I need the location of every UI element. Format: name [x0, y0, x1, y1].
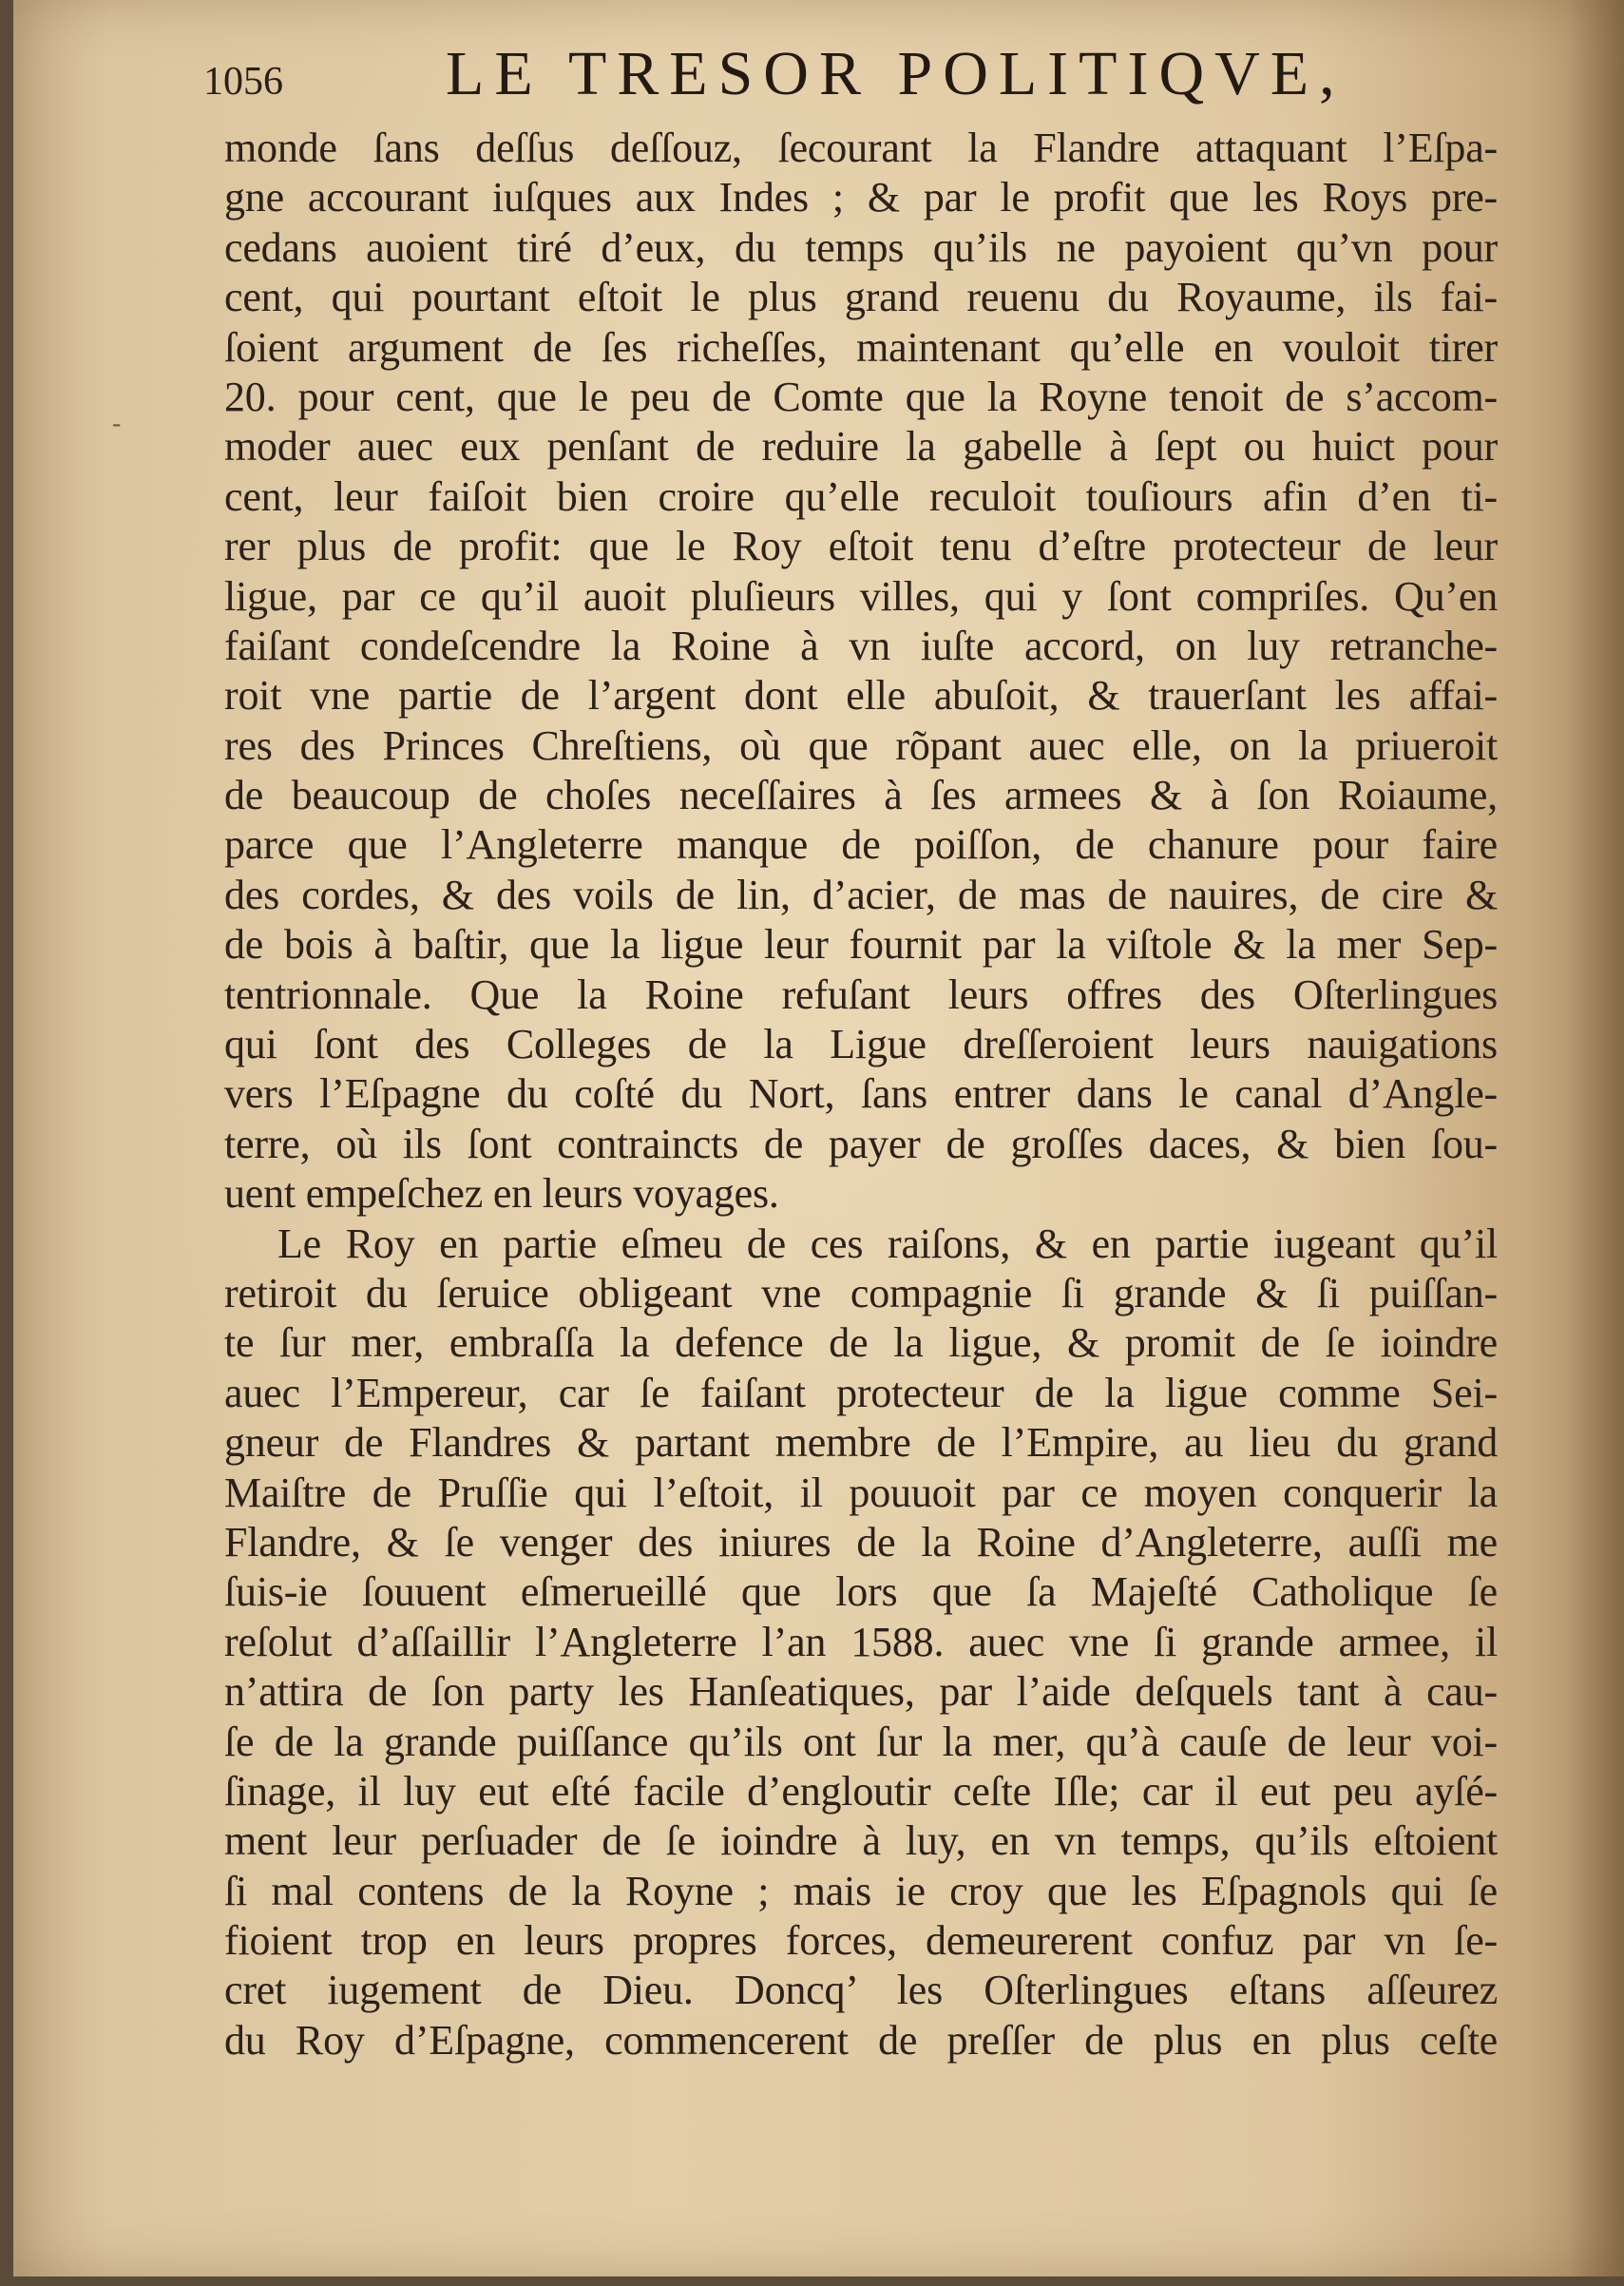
text-line: des cordes, & des voils de lin, d’acier, de mas de nauires, de cire &: [224, 871, 1498, 918]
text-line: de beaucoup de choſes neceſſaires à ſes armees & à ſon Roiaume,: [224, 772, 1498, 819]
text-line: de bois à baſtir, que la ligue leur fournit par la viſtole & la mer Sep-: [224, 921, 1498, 969]
text-line: 20. pour cent, que le peu de Comte que la Royne tenoit de s’accom-: [224, 373, 1498, 420]
text-line: ment leur perſuader de ſe ioindre à luy, en vn temps, qu’ils eſtoient: [224, 1817, 1498, 1865]
text-line: te ſur mer, embraſſa la defence de la ligue, & promit de ſe ioindre: [224, 1319, 1498, 1367]
body-text: [224, 124, 1498, 2065]
text-line: terre, où ils ſont contraincts de payer de groſſes daces, & bien ſou-: [224, 1120, 1498, 1167]
text-line: monde ſans deſſus deſſouz, ſecourant la Flandre attaquant l’Eſpa-: [224, 125, 1498, 171]
text-line: fioient trop en leurs propres forces, demeurerent confuz par vn ſe-: [224, 1917, 1498, 1965]
margin-mark: -: [112, 409, 122, 438]
text-line: cedans auoient tiré d’eux, du temps qu’ils ne payoient qu’vn pour: [224, 223, 1498, 271]
text-line: n’attira de ſon party les Hanſeatiques, par l’aide deſquels tant à cau-: [224, 1668, 1498, 1716]
text-line: retiroit du ſeruice obligeant vne compagnie ſi grande & ſi puiſſan-: [224, 1269, 1498, 1316]
text-line: cent, leur faiſoit bien croire qu’elle reculoit touſiours afin d’en ti-: [224, 472, 1498, 520]
text-line: gneur de Flandres & partant membre de l’Empire, au lieu du grand: [224, 1419, 1498, 1467]
text-line: vers l’Eſpagne du coſté du Nort, ſans entrer dans le canal d’Angle-: [224, 1070, 1498, 1118]
text-line: du Roy d’Eſpagne, commencerent de preſſer de plus en plus ceſte: [224, 2016, 1498, 2064]
text-line: ſi mal contens de la Royne ; mais ie croy que les Eſpagnols qui ſe: [224, 1867, 1498, 1914]
text-line: gne accourant iuſques aux Indes ; & par le profit que les Roys pre-: [224, 174, 1498, 221]
text-line: ſoient argument de ſes richeſſes, maintenant qu’elle en vouloit tirer: [224, 323, 1498, 371]
text-line: tentrionnale. Que la Roine refuſant leurs offres des Oſterlingues: [224, 970, 1498, 1018]
text-line: moder auec eux penſant de reduire la gabelle à ſept ou huict pour: [224, 423, 1498, 471]
text-line: ſe de la grande puiſſance qu’ils ont ſur la mer, qu’à cauſe de leur voi-: [224, 1718, 1498, 1765]
text-line: rer plus de profit: que le Roy eſtoit tenu d’eſtre protecteur de leur: [224, 523, 1498, 570]
page-number: 1056: [203, 60, 283, 104]
paragraph: [224, 124, 1498, 1220]
text-line: Flandre, & ſe venger des iniures de la Roine d’Angleterre, auſſi me: [224, 1518, 1498, 1566]
text-line: reſolut d’aſſaillir l’Angleterre l’an 1588. auec vne ſi grande armee, il: [224, 1618, 1498, 1665]
text-line: auec l’Empereur, car ſe faiſant protecteur de la ligue comme Sei-: [224, 1369, 1498, 1416]
text-line: cent, qui pourtant eſtoit le plus grand reuenu du Royaume, ils fai-: [224, 274, 1498, 321]
text-line: Le Roy en partie eſmeu de ces raiſons, & en partie iugeant qu’il: [277, 1220, 1498, 1267]
text-line: roit vne partie de l’argent dont elle abuſoit, & trauerſant les affai-: [224, 672, 1498, 720]
page-header: [203, 38, 1496, 124]
text-line: ſinage, il luy eut eſté facile d’engloutir ceſte Iſle; car il eut peu ayſé-: [224, 1767, 1498, 1815]
text-line: res des Princes Chreſtiens, où que rõpant auec elle, on la priueroit: [224, 721, 1498, 769]
text-line: qui ſont des Colleges de la Ligue dreſſeroient leurs nauigations: [224, 1021, 1498, 1068]
running-title: LE TRESOR POLITIQVE,: [446, 39, 1346, 108]
text-line: uent empeſchez en leurs voyages.: [224, 1170, 779, 1218]
text-line: parce que l’Angleterre manque de poiſſon, de chanure pour faire: [224, 821, 1498, 869]
text-line: Maiſtre de Pruſſie qui l’eſtoit, il pouuoit par ce moyen conquerir la: [224, 1469, 1498, 1516]
text-line: cret iugement de Dieu. Doncq’ les Oſterlingues eſtans aſſeurez: [224, 1967, 1498, 2014]
book-page: [13, 0, 1624, 2276]
text-line: faiſant condeſcendre la Roine à vn iuſte accord, on luy retranche-: [224, 622, 1498, 669]
paragraph: [224, 1220, 1498, 2066]
text-line: ligue, par ce qu’il auoit pluſieurs villes, qui y ſont compriſes. Qu’en: [224, 572, 1498, 620]
text-line: ſuis-ie ſouuent eſmerueillé que lors que ſa Majeſté Catholique ſe: [224, 1568, 1498, 1616]
